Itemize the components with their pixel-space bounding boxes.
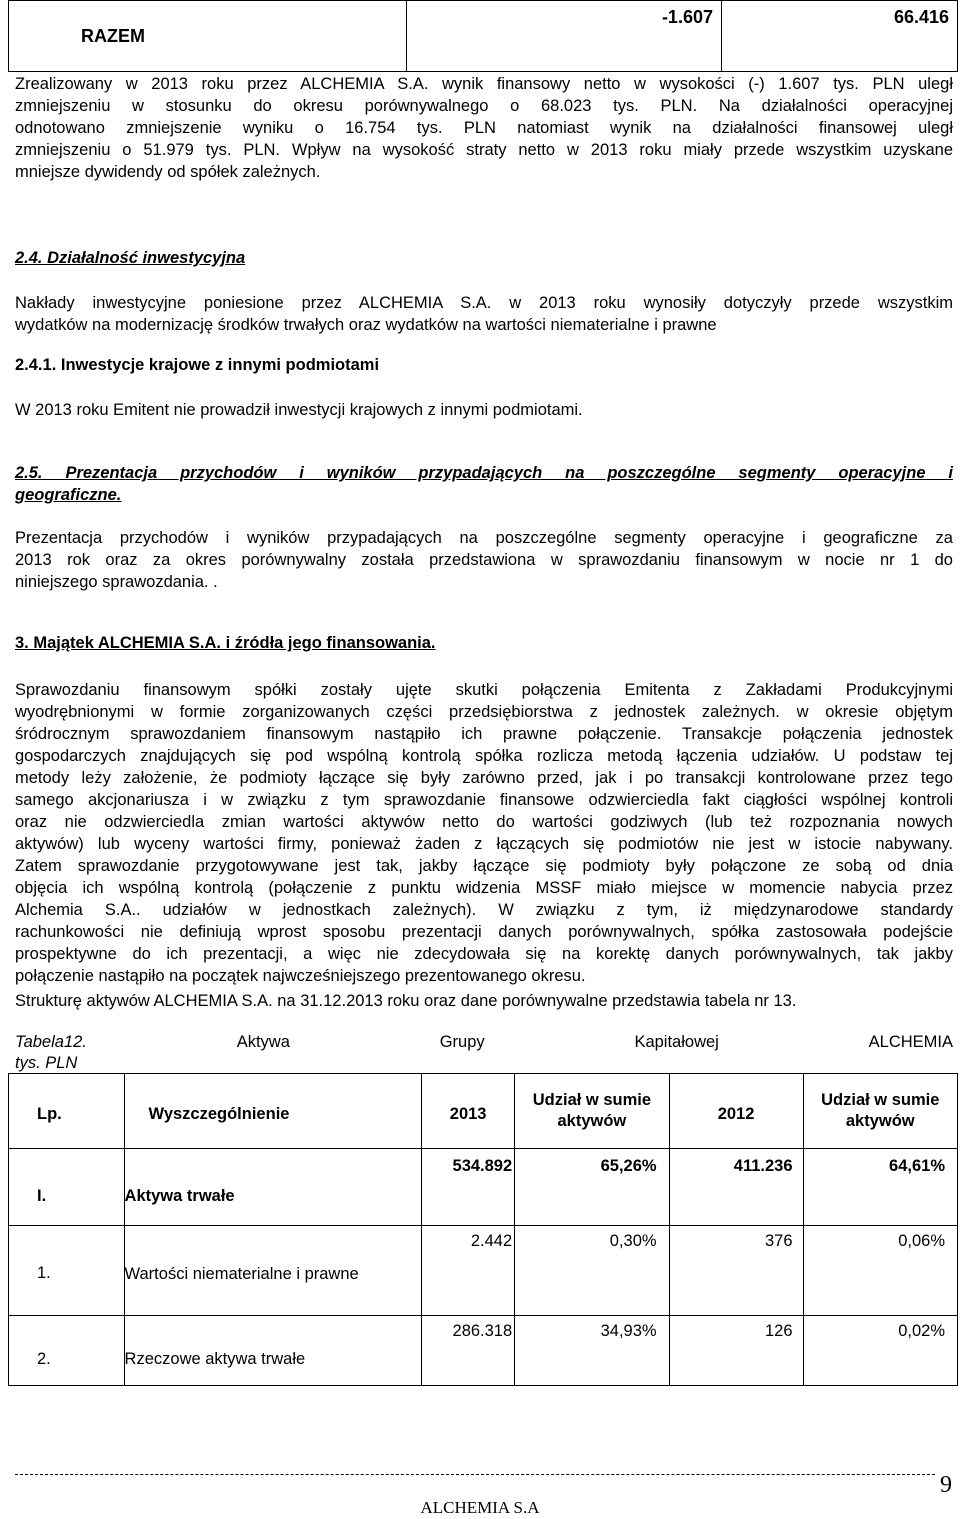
paragraph-net-result: [15, 73, 953, 183]
cell-value-2012: 126: [669, 1316, 803, 1386]
paragraph-investments: [15, 292, 953, 336]
header-lp: Lp.: [9, 1074, 125, 1149]
cell-value-2012: 376: [669, 1226, 803, 1316]
cell-share-2013: 65,26%: [515, 1149, 669, 1226]
caption-word: Aktywa: [236, 1033, 290, 1051]
cell-share-2013: 34,93%: [515, 1316, 669, 1386]
summary-label: RAZEM: [9, 1, 407, 72]
cell-lp: 2.: [9, 1316, 125, 1386]
cell-value-2013: 534.892: [422, 1149, 515, 1226]
heading-2-4-1: 2.4.1. Inwestycje krajowe z innymi podmiotami: [15, 356, 380, 374]
cell-share-2013: 0,30%: [515, 1226, 669, 1316]
text-line: oraz nie odzwierciedla zmian wartości aktywów netto do wartości godziwych (lub też rozpoznania nowych: [15, 813, 953, 831]
summary-value-2012: 66.416: [721, 1, 957, 72]
text-line: Sprawozdaniu finansowym spółki zostały ujęte skutki połączenia Emitenta z Zakładami Produkcyjnymi: [15, 681, 953, 699]
paragraph-structure: [15, 990, 953, 1012]
text-line: niniejszego sprawozdania. .: [15, 573, 218, 591]
table-row: [9, 1149, 958, 1226]
summary-value-2013: -1.607: [407, 1, 722, 72]
header-description: Wyszczególnienie: [124, 1074, 422, 1149]
cell-share-2012: 0,06%: [803, 1226, 957, 1316]
text-line: śródrocznym sprawozdaniem finansowym nastąpiło ich prawne połączenie. Transakcje połączenia jednostek: [15, 725, 953, 743]
text-line: samego akcjonariusza i w związku z tym sprawozdanie finansowe odzwierciedla fakt ciągłości wspólnej kontroli: [15, 791, 953, 809]
text-line: aktywów) lub wyceny wartości firmy, ponieważ żaden z łączących się podmiotów nie jest w istocie nabywany.: [15, 835, 953, 853]
cell-value-2013: 286.318: [422, 1316, 515, 1386]
paragraph-merger: [15, 679, 953, 987]
table-row: [9, 1316, 958, 1386]
caption-word: Grupy: [439, 1033, 485, 1051]
text-line: Strukturę aktywów ALCHEMIA S.A. na 31.12.2013 roku oraz dane porównywalne przedstawia tabela nr 13.: [15, 992, 797, 1010]
assets-table: [8, 1073, 958, 1386]
table-caption: [15, 1033, 953, 1052]
heading-3: 3. Majątek ALCHEMIA S.A. i źródła jego finansowania.: [15, 634, 436, 652]
heading-2-5: [15, 462, 953, 506]
paragraph-segments: [15, 527, 953, 593]
cell-share-2012: 64,61%: [803, 1149, 957, 1226]
cell-lp: I.: [9, 1149, 125, 1226]
text-line: W 2013 roku Emitent nie prowadził inwestycji krajowych z innymi podmiotami.: [15, 401, 583, 419]
text-line: zmniejszeniu o 51.979 tys. PLN. Wpływ na wysokość straty netto w 2013 roku miały przede wszystkim uzyskane: [15, 141, 953, 159]
heading-2-4: 2.4. Działalność inwestycyjna: [15, 249, 246, 267]
paragraph-domestic-investments: [15, 399, 953, 421]
cell-description: Rzeczowe aktywa trwałe: [124, 1316, 422, 1386]
caption-word: Tabela12.: [15, 1033, 87, 1051]
footer-company: ALCHEMIA S.A: [420, 1498, 540, 1517]
text-line: prospektywne do ich prezentacji, a więc nie zdecydowała się na korektę danych porównywalnych, tak jakby: [15, 945, 953, 963]
heading-line: 2.5. Prezentacja przychodów i wyników przypadających na poszczególne segmenty operacyjne i: [15, 464, 953, 482]
cell-description: Wartości niematerialne i prawne: [124, 1226, 422, 1316]
text-line: mniejsze dywidendy od spółek zależnych.: [15, 163, 321, 181]
summary-table: [8, 0, 958, 72]
cell-value-2013: 2.442: [422, 1226, 515, 1316]
text-line: Prezentacja przychodów i wyników przypadających na poszczególne segmenty operacyjne i geograficzne za: [15, 529, 953, 547]
table-row: [9, 1226, 958, 1316]
text-line: wyodrębnionymi w formie zorganizowanych części przedsiębiorstwa z jednostek zależnych. w okresie objętym: [15, 703, 953, 721]
cell-description: Aktywa trwałe: [124, 1149, 422, 1226]
header-share-2012: Udział w sumie aktywów: [803, 1074, 957, 1149]
text-line: 2013 rok oraz za okres porównywalny została przedstawiona w sprawozdaniu finansowym w nocie nr 1 do: [15, 551, 953, 569]
text-line: zmniejszeniu w stosunku do okresu porównywalnego o 68.023 tys. PLN. Na działalności operacyjnej: [15, 97, 953, 115]
header-share-2013: Udział w sumie aktywów: [515, 1074, 669, 1149]
text-line: Zatem sprawozdanie przygotowywane jest tak, jakby łączące się podmioty były połączone ze sobą od dnia: [15, 857, 953, 875]
caption-word: ALCHEMIA: [868, 1033, 953, 1051]
text-line: gospodarczych znajdujących się pod wspólną kontrolą spółka rozlicza metodą łączenia udziałów. U podstaw tej: [15, 747, 953, 765]
table-header-row: [9, 1074, 958, 1149]
footer-divider: [15, 1474, 935, 1475]
caption-word: Kapitałowej: [634, 1033, 719, 1051]
text-line: odnotowano zmniejszenie wyniku o 16.754 tys. PLN natomiast wynik na działalności finansowej uległ: [15, 119, 953, 137]
text-line: objęcia ich wspólną kontrolą (połączenie z punktu widzenia MSSF miało miejsce w momencie nabycia przez: [15, 879, 953, 897]
text-line: połączenie nastąpiło na początek najwcześniejszego prezentowanego okresu.: [15, 967, 586, 985]
page-number: 9: [940, 1472, 952, 1498]
text-line: Nakłady inwestycyjne poniesione przez ALCHEMIA S.A. w 2013 roku wynosiły dotyczyły przede wszystkim: [15, 294, 953, 312]
table-unit: tys. PLN: [15, 1054, 78, 1072]
header-2012: 2012: [669, 1074, 803, 1149]
text-line: rachunkowości nie definiują wprost sposobu prezentacji danych porównywalnych, spółka zastosowała podejście: [15, 923, 953, 941]
text-line: metody leży założenie, że podmioty łączące się były zarówno przed, jak i po transakcji kontrolowane przez tego: [15, 769, 953, 787]
cell-share-2012: 0,02%: [803, 1316, 957, 1386]
text-line: Zrealizowany w 2013 roku przez ALCHEMIA S.A. wynik finansowy netto w wysokości (-) 1.607 tys. PLN uległ: [15, 75, 953, 93]
heading-line: geograficzne.: [15, 486, 122, 504]
header-2013: 2013: [422, 1074, 515, 1149]
text-line: Alchemia S.A.. udziałów w jednostkach zależnych). W związku z tym, iż międzynarodowe standardy: [15, 901, 953, 919]
summary-row: [9, 1, 958, 72]
text-line: wydatków na modernizację środków trwałych oraz wydatków na wartości niematerialne i prawne: [15, 316, 717, 334]
cell-lp: 1.: [9, 1226, 125, 1316]
cell-value-2012: 411.236: [669, 1149, 803, 1226]
